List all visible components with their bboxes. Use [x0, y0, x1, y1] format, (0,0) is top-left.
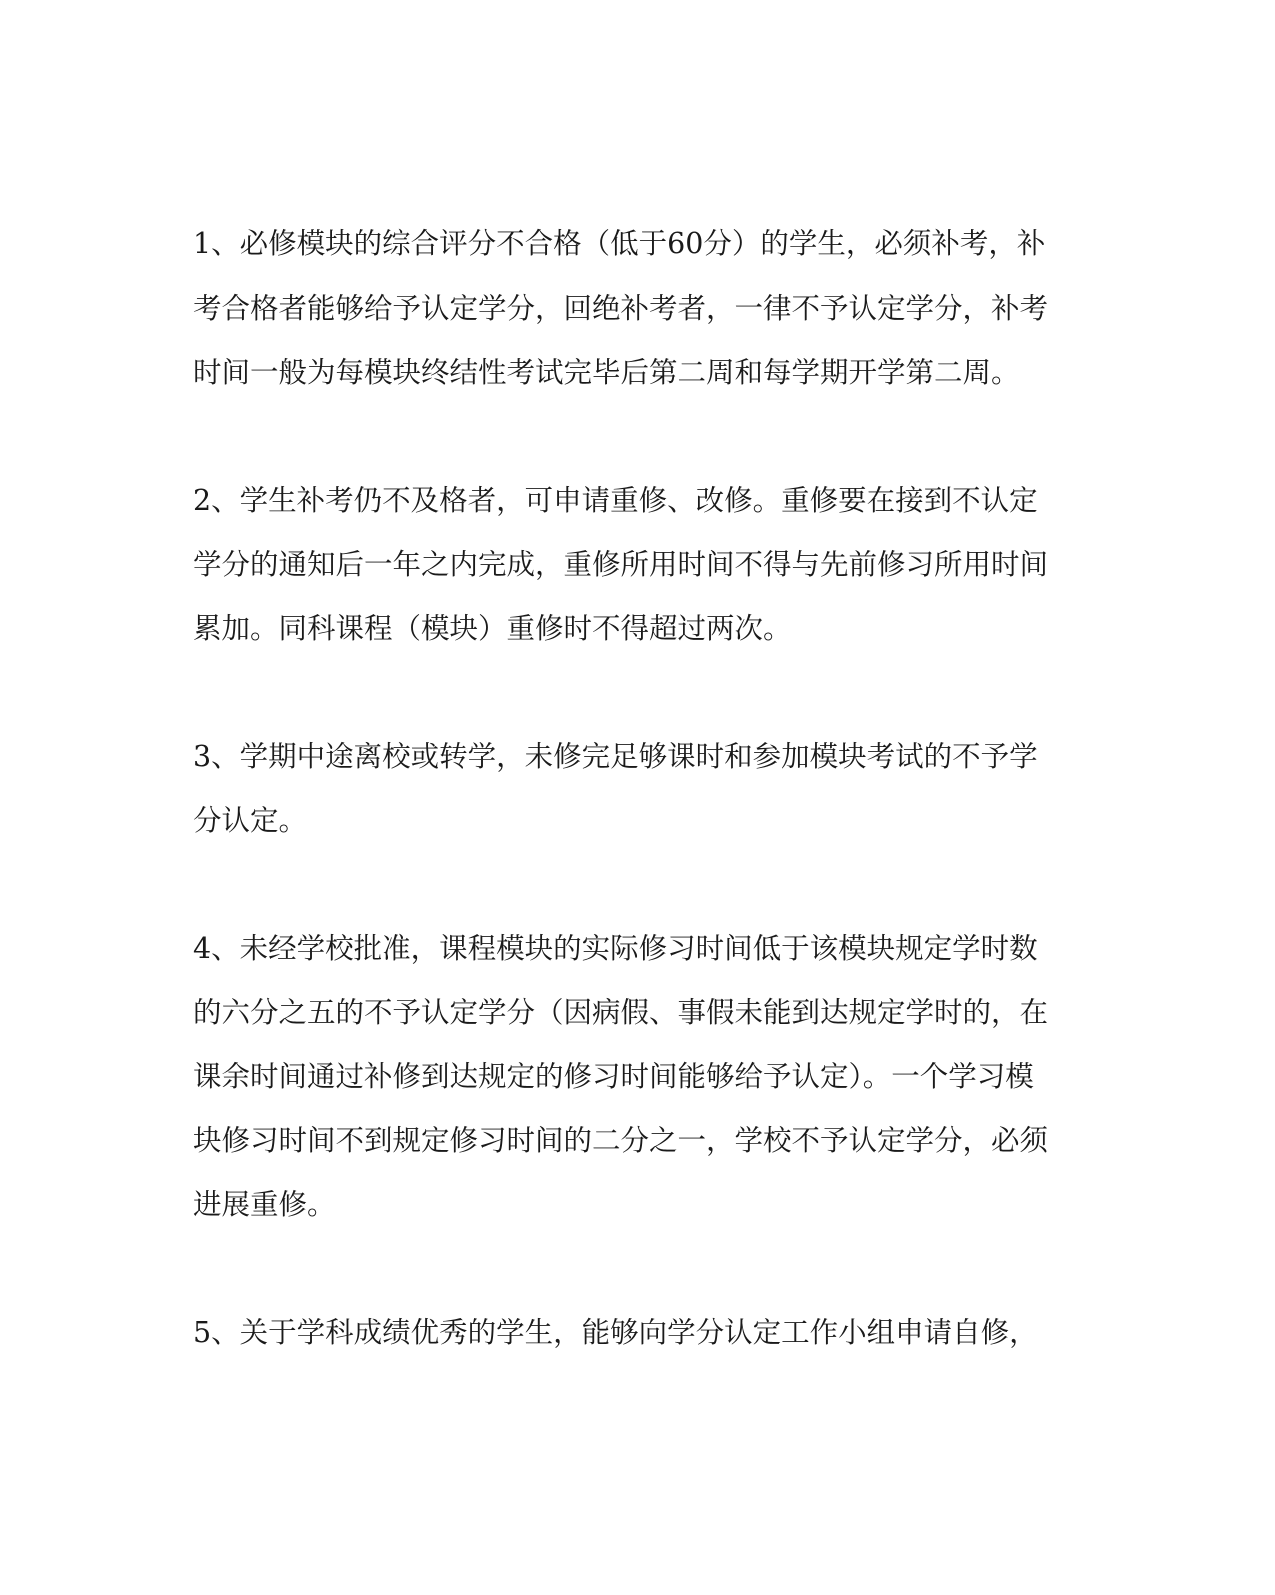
paragraph-4-line-5: 进展重修。 [193, 1188, 336, 1221]
paragraph-1-line-3: 时间一般为每模块终结性考试完毕后第二周和每学期开学第二周。 [193, 356, 1020, 389]
paragraph-4-line-3: 课余时间通过补修到达规定的修习时间能够给予认定）。一个学习模 [193, 1060, 1034, 1093]
paragraph-4-line-4: 块修习时间不到规定修习时间的二分之一，学校不予认定学分，必须 [193, 1124, 1049, 1157]
paragraph-3-line-1: 3、学期中途离校或转学，未修完足够课时和参加模块考试的不予学 [193, 740, 1038, 773]
paragraph-1-line-2: 考合格者能够给予认定学分，回绝补考者，一律不予认定学分，补考 [193, 292, 1049, 325]
paragraph-2-line-3: 累加。同科课程（模块）重修时不得超过两次。 [193, 612, 792, 645]
paragraph-4-line-2: 的六分之五的不予认定学分（因病假、事假未能到达规定学时的，在 [193, 996, 1049, 1029]
paragraph-2-line-1: 2、学生补考仍不及格者，可申请重修、改修。重修要在接到不认定 [193, 484, 1038, 517]
paragraph-5-line-1: 5、关于学科成绩优秀的学生，能够向学分认定工作小组申请自修， [193, 1316, 1038, 1349]
paragraph-4-line-1: 4、未经学校批准，课程模块的实际修习时间低于该模块规定学时数 [193, 932, 1038, 965]
paragraph-1-line-1: 1、必修模块的综合评分不合格（低于60分）的学生，必须补考，补 [193, 227, 1046, 260]
paragraph-3-line-2: 分认定。 [193, 804, 308, 837]
paragraph-2-line-2: 学分的通知后一年之内完成，重修所用时间不得与先前修习所用时间 [193, 548, 1049, 581]
